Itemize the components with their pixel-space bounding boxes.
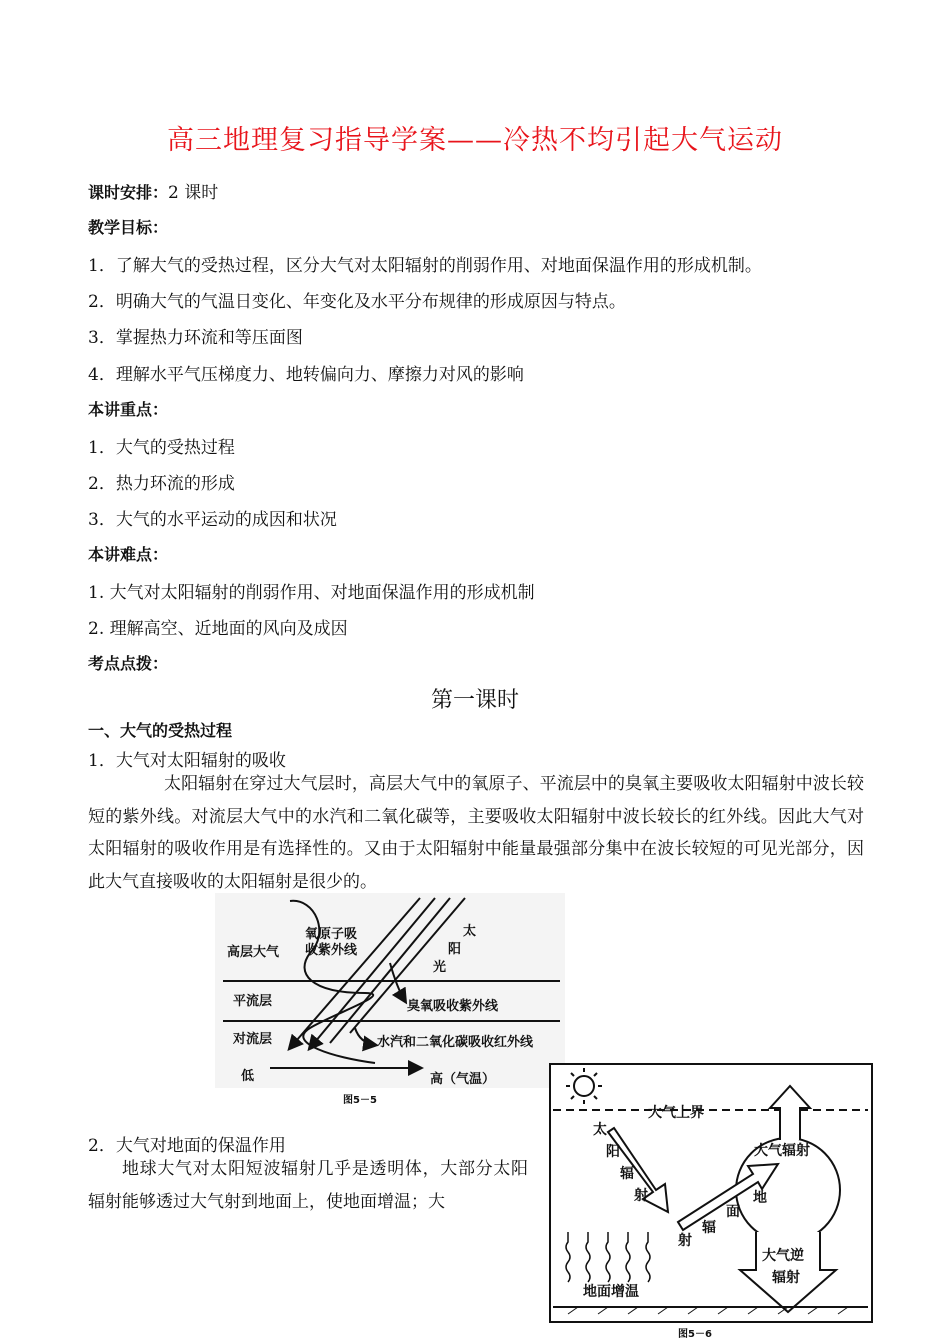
- objectives-heading: 教学目标：: [88, 218, 169, 237]
- objective-item: 2．明确大气的气温日变化、年变化及水平分布规律的形成原因与特点。: [88, 292, 626, 312]
- lesson-heading: 第一课时: [430, 688, 519, 713]
- label-atmosphere-top: 大气上界: [648, 1105, 704, 1121]
- difficult-point-item: 2. 理解高空、近地面的风向及成因: [88, 619, 348, 639]
- subsection-heading-2: 2．大气对地面的保温作用: [88, 1136, 286, 1156]
- key-point-item: 2．热力环流的形成: [88, 474, 235, 494]
- difficult-point-item: 1. 大气对太阳辐射的削弱作用、对地面保温作用的形成机制: [88, 583, 535, 603]
- objective-item: 3．掌握热力环流和等压面图: [88, 328, 303, 348]
- label-solar-2: 阳: [606, 1144, 620, 1160]
- label-ground-3: 辐: [702, 1220, 716, 1236]
- label-atmospheric-radiation: 大气辐射: [754, 1143, 810, 1159]
- figure-atmosphere-absorption: [215, 893, 565, 1108]
- label-sun-1: 太: [463, 924, 477, 939]
- schedule-value: 2 课时: [168, 183, 219, 203]
- label-oxygen-1: 氧原子吸: [305, 927, 358, 942]
- label-solar-4: 射: [634, 1188, 648, 1204]
- key-point-item: 1．大气的受热过程: [88, 438, 235, 458]
- key-points-heading: 本讲重点：: [88, 400, 169, 419]
- label-upper-atmosphere: 高层大气: [227, 945, 280, 960]
- paragraph-greenhouse: 地球大气对太阳短波辐射几乎是透明体，大部分太阳辐射能够透过大气射到地面上，使地面增温；大: [88, 1159, 528, 1212]
- label-ground-1: 地: [753, 1190, 767, 1206]
- label-counter-1: 大气逆: [762, 1248, 804, 1264]
- label-high-temperature: 高（气温）: [430, 1072, 496, 1087]
- figure-caption: 图5－5: [343, 1095, 377, 1106]
- label-ozone: 臭氧吸收紫外线: [407, 999, 499, 1014]
- label-sun-2: 阳: [448, 942, 462, 957]
- label-counter-2: 辐射: [772, 1270, 800, 1286]
- label-low: 低: [241, 1069, 255, 1084]
- label-oxygen-2: 收紫外线: [305, 943, 358, 958]
- label-ground-warming: 地面增温: [583, 1284, 639, 1300]
- label-solar-3: 辐: [620, 1166, 634, 1182]
- objective-item: 1．了解大气的受热过程，区分大气对太阳辐射的削弱作用、对地面保温作用的形成机制。: [88, 256, 762, 276]
- schedule-label: 课时安排：: [88, 183, 169, 202]
- figure-greenhouse-effect: [548, 1062, 878, 1342]
- label-ground-4: 射: [678, 1233, 692, 1249]
- label-ground-2: 面: [726, 1204, 740, 1220]
- exam-tips-heading: 考点点拨：: [88, 654, 169, 673]
- paragraph-absorption: 太阳辐射在穿过大气层时，高层大气中的氧原子、平流层中的臭氧主要吸收太阳辐射中波长较短的紫外线。对流层大气中的水汽和二氧化碳等，主要吸收太阳辐射中波长较长的红外线。因此大气对太阳辐射的吸收作用是有选择性的。又由于太阳辐射中能量最强部分集中在波长较短的可见光部分，因此大气直接吸收的太阳辐射是很少的。: [88, 774, 864, 892]
- key-point-item: 3．大气的水平运动的成因和状况: [88, 510, 337, 530]
- schedule-line: [88, 178, 218, 203]
- label-troposphere: 对流层: [233, 1032, 273, 1047]
- section-heading: 一、大气的受热过程: [88, 721, 233, 740]
- label-solar-1: 太: [593, 1122, 607, 1138]
- figure-caption: 图5－6: [678, 1329, 712, 1340]
- subsection-heading: 1．大气对太阳辐射的吸收: [88, 751, 286, 771]
- label-stratosphere: 平流层: [233, 994, 273, 1009]
- label-sun-3: 光: [433, 960, 447, 975]
- difficult-points-heading: 本讲难点：: [88, 545, 169, 564]
- page-title: 高三地理复习指导学案——冷热不均引起大气运动: [167, 125, 783, 156]
- objective-item: 4．理解水平气压梯度力、地转偏向力、摩擦力对风的影响: [88, 365, 524, 385]
- label-vapor: 水汽和二氧化碳吸收红外线: [377, 1035, 534, 1050]
